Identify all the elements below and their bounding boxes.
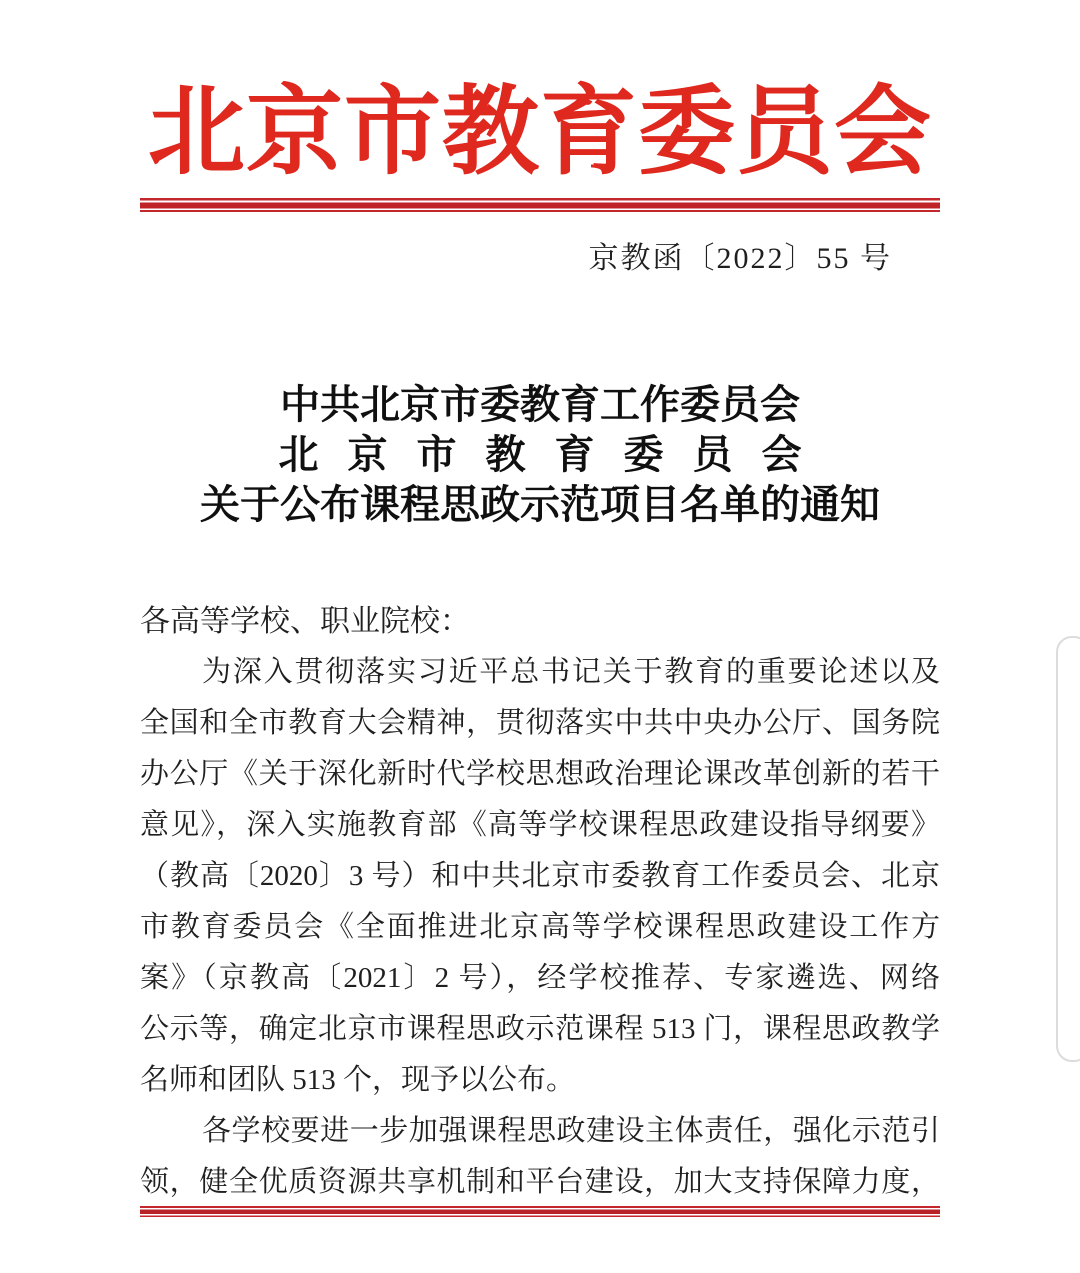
notice-title-line-3: 关于公布课程思政示范项目名单的通知 bbox=[200, 482, 880, 527]
scrollbar-thumb[interactable] bbox=[1056, 636, 1080, 1062]
body-line: 为深入贯彻落实习近平总书记关于教育的重要论述以及 bbox=[202, 656, 940, 688]
document-number: 京教函〔2022〕55 号 bbox=[588, 242, 892, 275]
letterhead-title: 北京市教育委员会 bbox=[148, 79, 932, 186]
letterhead-divider-line bbox=[140, 198, 940, 212]
notice-title-line-1: 中共北京市委教育工作委员会 bbox=[280, 382, 800, 427]
notice-title-line-2: 北京市教育委员会 bbox=[278, 432, 831, 477]
salutation: 各高等学校、职业院校： bbox=[140, 605, 470, 638]
body-line: 案》（京教高〔2021〕2 号），经学校推荐、专家遴选、网络 bbox=[140, 962, 940, 994]
notice-title bbox=[0, 380, 1080, 530]
body-line: 领，健全优质资源共享机制和平台建设，加大支持保障力度， bbox=[140, 1166, 940, 1198]
body-line: 意见》，深入实施教育部《高等学校课程思政建设指导纲要》 bbox=[140, 809, 940, 841]
body-line: 市教育委员会《全面推进北京高等学校课程思政建设工作方 bbox=[140, 911, 940, 943]
body-line: 全国和全市教育大会精神，贯彻落实中共中央办公厅、国务院 bbox=[140, 707, 940, 739]
body-line: 各学校要进一步加强课程思政建设主体责任，强化示范引 bbox=[202, 1115, 940, 1147]
notice-body bbox=[140, 596, 940, 1208]
body-paragraph-lines bbox=[140, 647, 940, 1208]
body-line: 公示等，确定北京市课程思政示范课程 513 门，课程思政教学 bbox=[140, 1013, 940, 1045]
body-line: 名师和团队 513 个，现予以公布。 bbox=[140, 1064, 576, 1096]
body-line: （教高〔2020〕3 号）和中共北京市委教育工作委员会、北京 bbox=[140, 860, 940, 892]
body-line: 办公厅《关于深化新时代学校思想政治理论课改革创新的若干 bbox=[140, 758, 940, 790]
